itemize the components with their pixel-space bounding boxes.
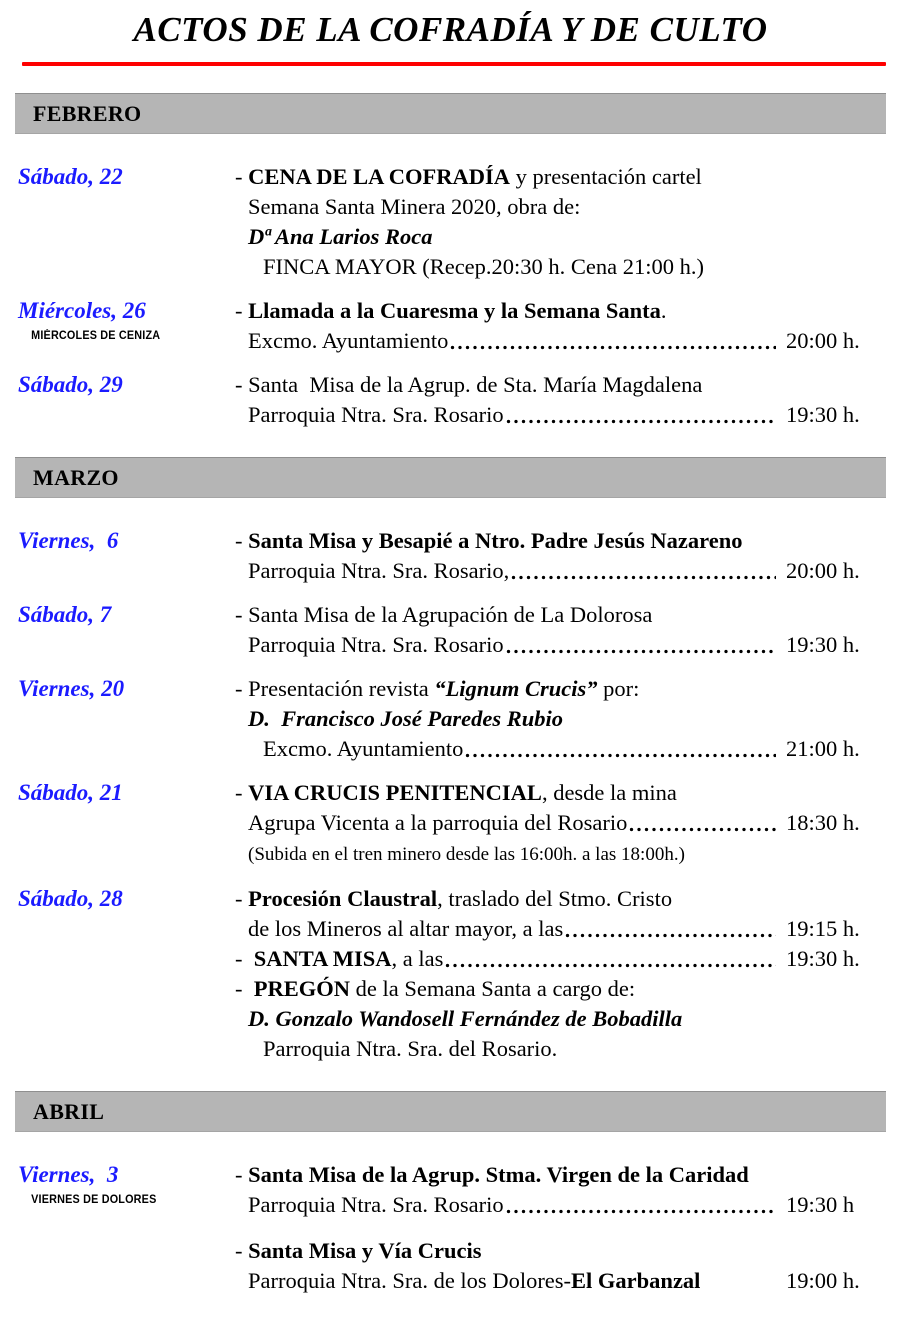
event-text [263, 1034, 557, 1064]
events-column [235, 1160, 886, 1296]
event-time: 19:30 h. [786, 402, 860, 427]
date-column [15, 370, 235, 400]
text-segment: CENA DE LA COFRADÍA [248, 164, 511, 189]
event-line [235, 914, 886, 944]
events-column [235, 884, 886, 1064]
date-label: Sábado, 21 [18, 780, 123, 805]
date-label: Sábado, 7 [18, 602, 112, 627]
text-segment: , traslado del Stmo. Cristo [437, 886, 673, 911]
event-text [248, 838, 685, 870]
events-column [235, 778, 886, 870]
text-segment: de la Semana Santa a cargo de: [350, 976, 636, 1001]
event-text [248, 704, 563, 734]
date-column [15, 778, 235, 808]
event-text [235, 600, 652, 630]
date-subtitle: VIERNES DE DOLORES [31, 1194, 157, 1206]
text-segment: VIA CRUCIS PENITENCIAL [248, 780, 542, 805]
event-line [235, 838, 886, 870]
event-item [235, 778, 886, 870]
text-segment: por: [597, 676, 640, 701]
text-segment: SANTA MISA [253, 946, 392, 971]
dot-leader [629, 827, 776, 832]
event-text [235, 370, 702, 400]
text-segment: - [235, 528, 249, 553]
event-line [235, 1034, 886, 1064]
text-segment: , a las [391, 946, 444, 971]
text-segment: Excmo. Ayuntamiento [263, 736, 464, 761]
month-header-abril: ABRIL [15, 1091, 886, 1132]
event-item [235, 884, 886, 1064]
text-segment: El Garbanzal [571, 1268, 701, 1293]
text-segment: Procesión Claustral [248, 886, 438, 911]
event-line [235, 252, 886, 282]
date-column [15, 296, 235, 342]
text-segment: Parroquia Ntra. Sra. Rosario [248, 632, 504, 657]
text-segment: - [235, 976, 254, 1001]
date-column [15, 884, 235, 914]
month-header-febrero: FEBRERO [15, 93, 886, 134]
text-segment: - Santa Misa de la Agrup. de Sta. María Magdalena [235, 372, 703, 397]
event-item [235, 370, 886, 430]
event-text [235, 674, 639, 704]
event-text [248, 914, 563, 944]
event-time: 20:00 h. [786, 328, 860, 353]
event-line [235, 370, 886, 400]
text-segment: , desde la mina [541, 780, 677, 805]
event-line [235, 600, 886, 630]
event-line [235, 1236, 886, 1266]
text-segment: - Santa Misa de la Agrupación de La Dolorosa [235, 602, 653, 627]
event-line [235, 778, 886, 808]
text-segment: Agrupa Vicenta a la parroquia del Rosario [248, 810, 628, 835]
event-line [235, 296, 886, 326]
date-label: Sábado, 22 [18, 164, 123, 189]
text-segment: - [235, 886, 249, 911]
text-segment: - [235, 780, 249, 805]
text-segment: Santa Misa y Vía Crucis [248, 1238, 482, 1263]
text-segment: FINCA MAYOR (Recep.20:30 h. Cena 21:00 h.) [263, 254, 705, 279]
text-segment: Parroquia Ntra. Sra. Rosario [248, 1192, 504, 1217]
date-label: Viernes, 6 [18, 528, 119, 553]
event-item [235, 674, 886, 764]
schedule-row [15, 1160, 886, 1296]
date-column [15, 162, 235, 192]
event-text [248, 400, 504, 430]
text-segment: Santa Misa y Besapié a Ntro. Padre Jesús Nazareno [248, 528, 743, 553]
text-segment: Llamada a la Cuaresma y la Semana Santa [248, 298, 661, 323]
event-text [248, 1266, 700, 1296]
event-text [248, 1004, 682, 1034]
date-label: Miércoles, 26 [18, 298, 146, 323]
event-line [235, 1190, 886, 1220]
text-segment: PREGÓN [253, 976, 351, 1001]
event-line [235, 944, 886, 974]
events-column [235, 674, 886, 764]
events-column [235, 162, 886, 282]
text-segment: Santa Misa de la Agrup. Stma. Virgen de la Caridad [248, 1162, 749, 1187]
event-text [248, 556, 509, 586]
event-text [235, 974, 635, 1004]
schedule-row [15, 162, 886, 282]
date-label: Sábado, 29 [18, 372, 123, 397]
event-item [235, 1160, 886, 1220]
event-line [235, 222, 886, 252]
dot-leader [445, 963, 776, 968]
dot-leader [506, 649, 776, 654]
text-segment: D. Francisco José Paredes Rubio [248, 706, 563, 731]
event-line [235, 162, 886, 192]
events-column [235, 600, 886, 660]
event-item [235, 296, 886, 356]
event-line [235, 1004, 886, 1034]
text-segment: Parroquia Ntra. Sra. Rosario, [248, 558, 510, 583]
text-segment: Semana Santa Minera 2020, obra de: [248, 194, 581, 219]
event-item [235, 162, 886, 282]
event-item [235, 1236, 886, 1296]
event-line [235, 526, 886, 556]
text-segment: - [235, 164, 249, 189]
date-label: Viernes, 20 [18, 676, 125, 701]
date-column [15, 674, 235, 704]
event-time: 19:30 h. [786, 946, 860, 971]
title-underline [22, 62, 886, 66]
text-segment: “Lignum Crucis” [434, 676, 598, 701]
event-text [263, 734, 463, 764]
event-time: 19:30 h. [786, 632, 860, 657]
events-column [235, 296, 886, 356]
events-column [235, 526, 886, 586]
schedule-row [15, 884, 886, 1064]
event-line [235, 192, 886, 222]
event-text [235, 162, 702, 192]
date-column [15, 526, 235, 556]
event-text [235, 526, 743, 556]
dot-leader [465, 753, 776, 758]
date-subtitle: MIÉRCOLES DE CENIZA [31, 330, 161, 342]
schedule-row [15, 370, 886, 430]
text-segment: (Subida en el tren minero desde las 16:00h. a las 18:00h.) [248, 844, 685, 865]
text-segment: Parroquia Ntra. Sra. de los Dolores- [248, 1268, 572, 1293]
date-label: Sábado, 28 [18, 886, 123, 911]
event-text [248, 222, 433, 252]
date-column [15, 600, 235, 630]
dot-leader [511, 575, 776, 580]
dot-leader [506, 1209, 776, 1214]
text-segment: - [235, 1162, 249, 1187]
date-label: Viernes, 3 [18, 1162, 119, 1187]
event-time: 21:00 h. [786, 736, 860, 761]
event-text [248, 192, 580, 222]
event-time: 19:15 h. [786, 916, 860, 941]
text-segment: D. Gonzalo Wandosell Fernández de Bobadilla [248, 1006, 683, 1031]
event-item [235, 526, 886, 586]
event-line [235, 326, 886, 356]
event-time: 19:00 h. [786, 1268, 860, 1293]
event-line [235, 734, 886, 764]
text-segment: Parroquia Ntra. Sra. del Rosario. [263, 1036, 558, 1061]
dot-leader [506, 419, 776, 424]
event-line [235, 400, 886, 430]
event-text [248, 808, 627, 838]
event-text [235, 1236, 481, 1266]
events-column [235, 370, 886, 430]
event-item [235, 600, 886, 660]
dot-leader [565, 933, 776, 938]
event-line [235, 884, 886, 914]
event-line [235, 1266, 886, 1296]
event-time: 18:30 h. [786, 810, 860, 835]
event-text [248, 630, 504, 660]
text-segment: y presentación cartel [510, 164, 702, 189]
text-segment: . [660, 298, 667, 323]
dot-leader [450, 345, 776, 350]
text-segment: Parroquia Ntra. Sra. Rosario [248, 402, 504, 427]
text-segment: - Presentación revista [235, 676, 435, 701]
schedule [15, 93, 886, 1296]
event-line [235, 808, 886, 838]
text-segment: Excmo. Ayuntamiento [248, 328, 449, 353]
text-segment: - [235, 298, 249, 323]
schedule-row [15, 296, 886, 356]
schedule-row [15, 778, 886, 870]
text-segment: Dª Ana Larios Roca [248, 224, 433, 249]
date-column [15, 1160, 235, 1206]
event-line [235, 1160, 886, 1190]
event-line [235, 974, 886, 1004]
schedule-row [15, 526, 886, 586]
month-header-marzo: MARZO [15, 457, 886, 498]
event-text [263, 252, 704, 282]
schedule-row [15, 674, 886, 764]
text-segment: - [235, 946, 254, 971]
text-segment: de los Mineros al altar mayor, a las [248, 916, 564, 941]
event-line [235, 630, 886, 660]
event-time: 19:30 h [786, 1192, 855, 1217]
event-line [235, 704, 886, 734]
event-text [248, 1190, 504, 1220]
event-text [235, 778, 677, 808]
event-text [235, 296, 667, 326]
text-segment: - [235, 1238, 249, 1263]
event-line [235, 674, 886, 704]
event-text [248, 326, 448, 356]
event-text [235, 1160, 749, 1190]
event-text [235, 884, 672, 914]
event-text [235, 944, 443, 974]
event-line [235, 556, 886, 586]
page-title: ACTOS DE LA COFRADÍA Y DE CULTO [133, 10, 768, 49]
event-time: 20:00 h. [786, 558, 860, 583]
schedule-row [15, 600, 886, 660]
